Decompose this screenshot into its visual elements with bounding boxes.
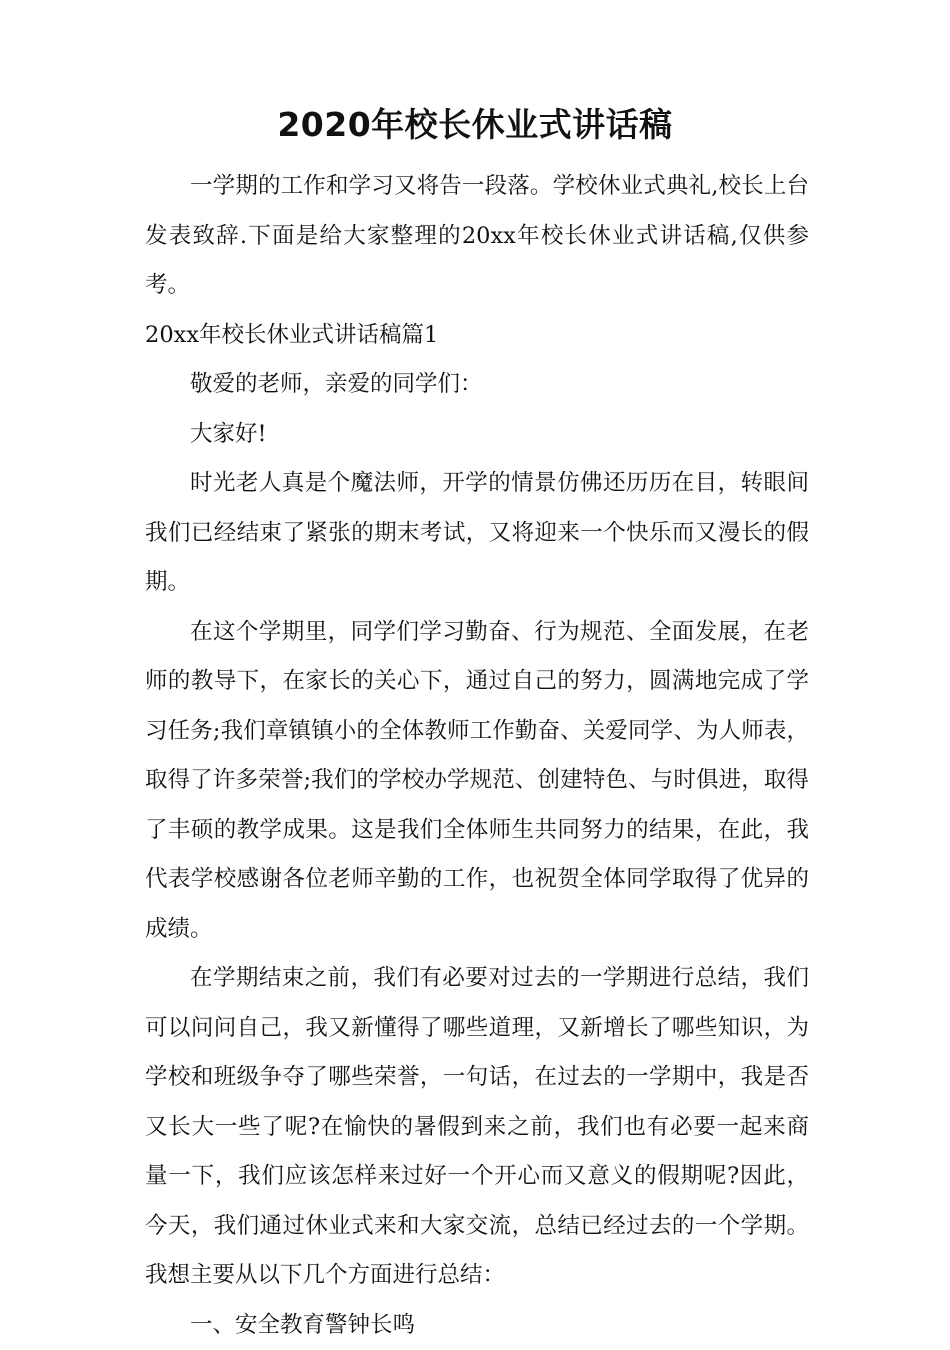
intro-paragraph: 一学期的工作和学习又将告一段落。学校休业式典礼,校长上台发表致辞.下面是给大家整理的20xx年校长休业式讲话稿,仅供参考。 <box>145 162 809 311</box>
section-heading: 20xx年校长休业式讲话稿篇1 <box>145 311 809 361</box>
body-paragraph: 时光老人真是个魔法师，开学的情景仿佛还历历在目，转眼间我们已经结束了紧张的期末考试，又将迎来一个快乐而又漫长的假期。 <box>145 459 809 608</box>
document-body <box>145 162 809 1350</box>
salutation: 敬爱的老师，亲爱的同学们： <box>145 360 809 410</box>
body-paragraph: 在学期结束之前，我们有必要对过去的一学期进行总结，我们可以问问自己，我又新懂得了哪些道理，又新增长了哪些知识，为学校和班级争夺了哪些荣誉，一句话，在过去的一学期中，我是否又长大一些了呢?在愉快的暑假到来之前，我们也有必要一起来商量一下，我们应该怎样来过好一个开心而又意义的假期呢?因此，今天，我们通过休业式来和大家交流，总结已经过去的一个学期。我想主要从以下几个方面进行总结： <box>145 954 809 1301</box>
body-paragraph: 在这个学期里，同学们学习勤奋、行为规范、全面发展，在老师的教导下，在家长的关心下，通过自己的努力，圆满地完成了学习任务;我们章镇镇小的全体教师工作勤奋、关爱同学、为人师表，取得了许多荣誉;我们的学校办学规范、创建特色、与时俱进，取得了丰硕的教学成果。这是我们全体师生共同努力的结果，在此，我代表学校感谢各位老师辛勤的工作，也祝贺全体同学取得了优异的成绩。 <box>145 608 809 955</box>
greeting: 大家好! <box>145 410 809 460</box>
document-title: 2020年校长休业式讲话稿 <box>0 100 950 150</box>
subsection-heading: 一、安全教育警钟长鸣 <box>145 1301 809 1350</box>
